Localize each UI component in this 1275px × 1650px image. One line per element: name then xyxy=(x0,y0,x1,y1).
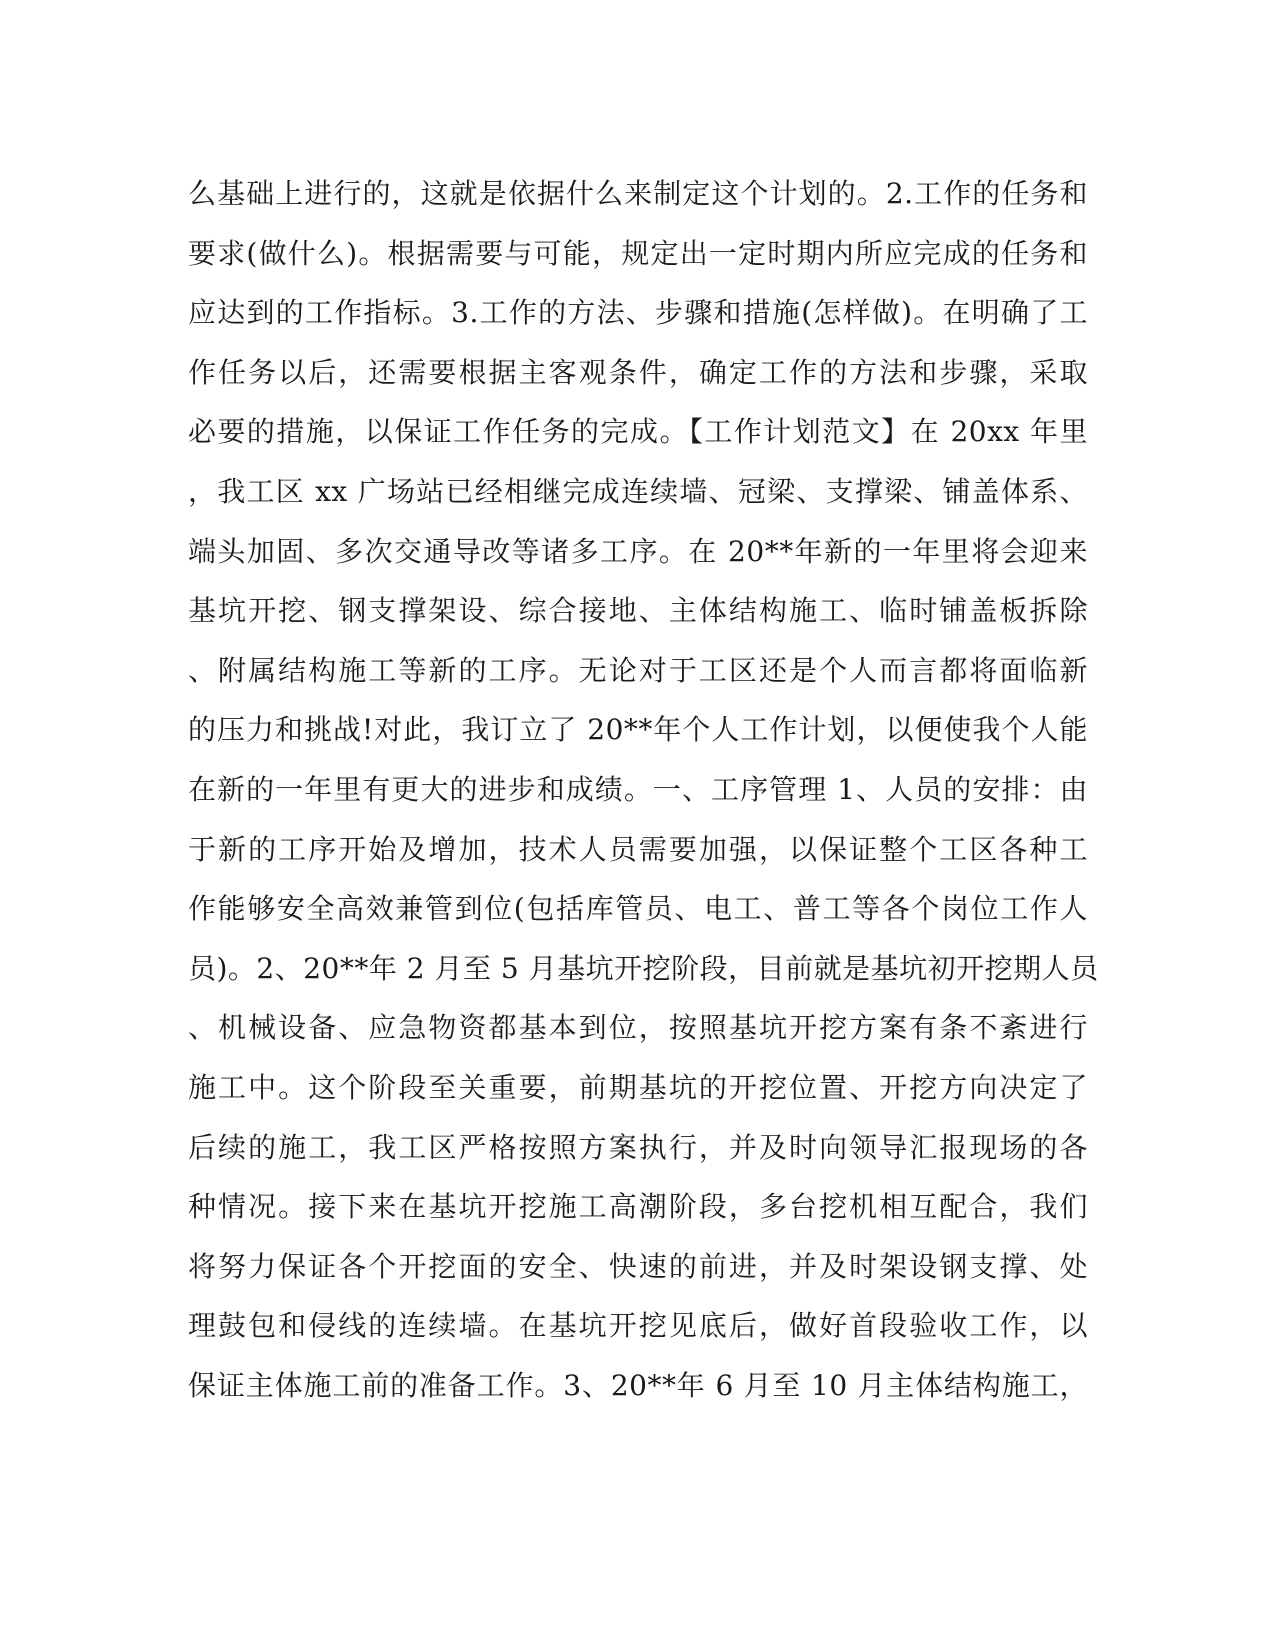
text-line: 应达到的工作指标。3.工作的方法、步骤和措施(怎样做)。在明确了工 xyxy=(188,296,1088,330)
text-line: 理鼓包和侵线的连续墙。在基坑开挖见底后，做好首段验收工作，以 xyxy=(188,1309,1088,1343)
text-line: 基坑开挖、钢支撑架设、综合接地、主体结构施工、临时铺盖板拆除 xyxy=(188,594,1088,628)
body-text xyxy=(188,164,1099,1415)
text-line: 员)。2、20**年 2 月至 5 月基坑开挖阶段，目前就是基坑初开挖期人员 xyxy=(188,951,1099,985)
text-line: 施工中。这个阶段至关重要，前期基坑的开挖位置、开挖方向决定了 xyxy=(188,1070,1088,1104)
text-line: 、机械设备、应急物资都基本到位，按照基坑开挖方案有条不紊进行 xyxy=(188,1011,1088,1045)
text-line: 端头加固、多次交通导改等诸多工序。在 20**年新的一年里将会迎来 xyxy=(188,534,1088,568)
text-line: 种情况。接下来在基坑开挖施工高潮阶段，多台挖机相互配合，我们 xyxy=(188,1190,1088,1224)
text-line: 保证主体施工前的准备工作。3、20**年 6 月至 10 月主体结构施工， xyxy=(188,1368,1088,1402)
text-line: 么基础上进行的，这就是依据什么来制定这个计划的。2.工作的任务和 xyxy=(188,177,1088,210)
text-line: 作能够安全高效兼管到位(包括库管员、电工、普工等各个岗位工作人 xyxy=(188,892,1088,926)
text-line: 的压力和挑战!对此，我订立了 20**年个人工作计划，以便使我个人能 xyxy=(188,713,1088,747)
text-line: 要求(做什么)。根据需要与可能，规定出一定时期内所应完成的任务和 xyxy=(188,236,1088,270)
text-line: 作任务以后，还需要根据主客观条件，确定工作的方法和步骤，采取 xyxy=(188,355,1088,389)
text-line: 必要的措施，以保证工作任务的完成。【工作计划范文】在 20xx 年里 xyxy=(188,415,1088,449)
text-line: ，我工区 xx 广场站已经相继完成连续墙、冠梁、支撑梁、铺盖体系、 xyxy=(188,474,1088,508)
text-line: 、附属结构施工等新的工序。无论对于工区还是个人而言都将面临新 xyxy=(188,653,1088,687)
text-line: 将努力保证各个开挖面的安全、快速的前进，并及时架设钢支撑、处 xyxy=(188,1249,1088,1283)
text-line: 后续的施工，我工区严格按照方案执行，并及时向领导汇报现场的各 xyxy=(188,1130,1088,1164)
text-line: 在新的一年里有更大的进步和成绩。一、工序管理 1、人员的安排：由 xyxy=(188,772,1088,806)
text-line: 于新的工序开始及增加，技术人员需要加强，以保证整个工区各种工 xyxy=(188,832,1088,866)
